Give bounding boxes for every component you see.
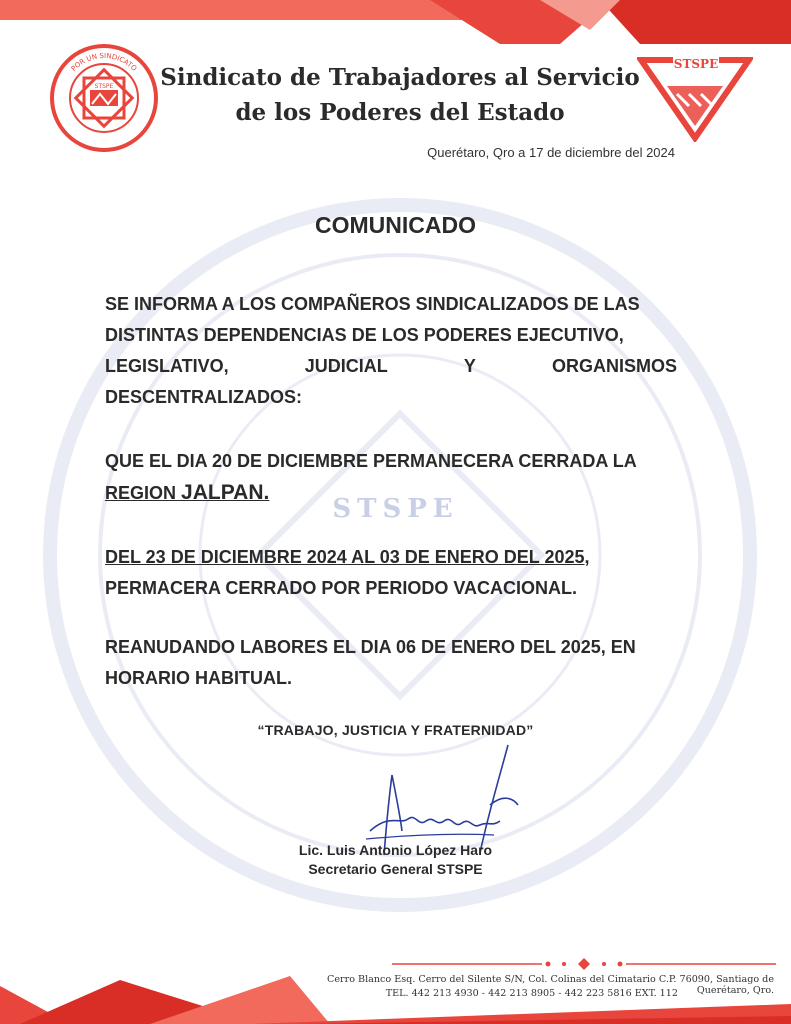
announcement-paragraph-1: [105, 289, 677, 413]
paragraph-1-line-2: DISTINTAS DEPENDENCIAS DE LOS PODERES EJECUTIVO,: [105, 325, 624, 345]
document-title: COMUNICADO: [315, 212, 476, 238]
paragraph-2-line-2: [105, 477, 677, 509]
paragraph-1-line-1: SE INFORMA A LOS COMPAÑEROS SINDICALIZADOS DE LAS: [105, 294, 640, 314]
document-date: Querétaro, Qro a 17 de diciembre del 2024: [427, 145, 675, 160]
word-organismos: ORGANISMOS: [551, 356, 677, 376]
stspe-logo-icon: [637, 56, 753, 142]
announcement-paragraph-4: [105, 632, 677, 694]
region-label: REGION: [105, 483, 177, 503]
paragraph-1-line-3: [105, 351, 677, 382]
word-judicial: JUDICIAL: [304, 356, 388, 376]
organization-name-line-1: Sindicato de Trabajadores al Servicio: [160, 64, 640, 91]
watermark-text: STSPE: [332, 494, 459, 524]
paragraph-2-line-1: QUE EL DIA 20 DE DICIEMBRE PERMANECERA CERRADA LA: [105, 451, 637, 471]
logo-text: STSPE: [673, 57, 719, 71]
union-motto: “TRABAJO, JUSTICIA Y FRATERNIDAD”: [257, 722, 534, 738]
word-legislativo: LEGISLATIVO,: [105, 356, 229, 376]
announcement-paragraph-2: [105, 446, 677, 509]
footer-ornament-divider: [392, 957, 776, 971]
signer-name: Lic. Luis Antonio López Haro: [298, 842, 493, 858]
svg-text:POR UN SINDICATO: POR UN SINDICATO: [69, 51, 139, 73]
word-y: Y: [463, 356, 476, 376]
vacation-period-dates: DEL 23 DE DICIEMBRE 2024 AL 03 DE ENERO DEL 2025: [105, 547, 585, 567]
signer-role: Secretario General STSPE: [308, 861, 483, 877]
bottom-decorative-band: [0, 976, 791, 1024]
footer-address: Cerro Blanco Esq. Cerro del Silente S/N, Col. Colinas del Cimatario C.P. 76090, Santiago de Querétaro, Qro.: [327, 974, 774, 996]
top-decorative-band: [0, 0, 791, 44]
organization-name-line-2: de los Poderes del Estado: [235, 99, 565, 126]
paragraph-3-line-1-end: ,: [584, 547, 590, 567]
paragraph-3-line-1: [105, 542, 677, 573]
paragraph-4-line-2: HORARIO HABITUAL.: [105, 668, 292, 688]
paragraph-4-line-1: REANUDANDO LABORES EL DIA 06 DE ENERO DEL 2025, EN: [105, 637, 636, 657]
announcement-paragraph-3: [105, 542, 677, 604]
svg-text:STSPE: STSPE: [94, 83, 114, 90]
paragraph-1-line-4: DESCENTRALIZADOS:: [105, 387, 302, 407]
union-seal-icon: [50, 44, 158, 152]
footer-phones: TEL. 442 213 4930 - 442 213 8905 - 442 223 5816 EXT. 112: [385, 988, 678, 999]
region-name: JALPAN.: [181, 481, 270, 504]
paragraph-3-line-2: PERMACERA CERRADO POR PERIODO VACACIONAL.: [105, 578, 578, 598]
